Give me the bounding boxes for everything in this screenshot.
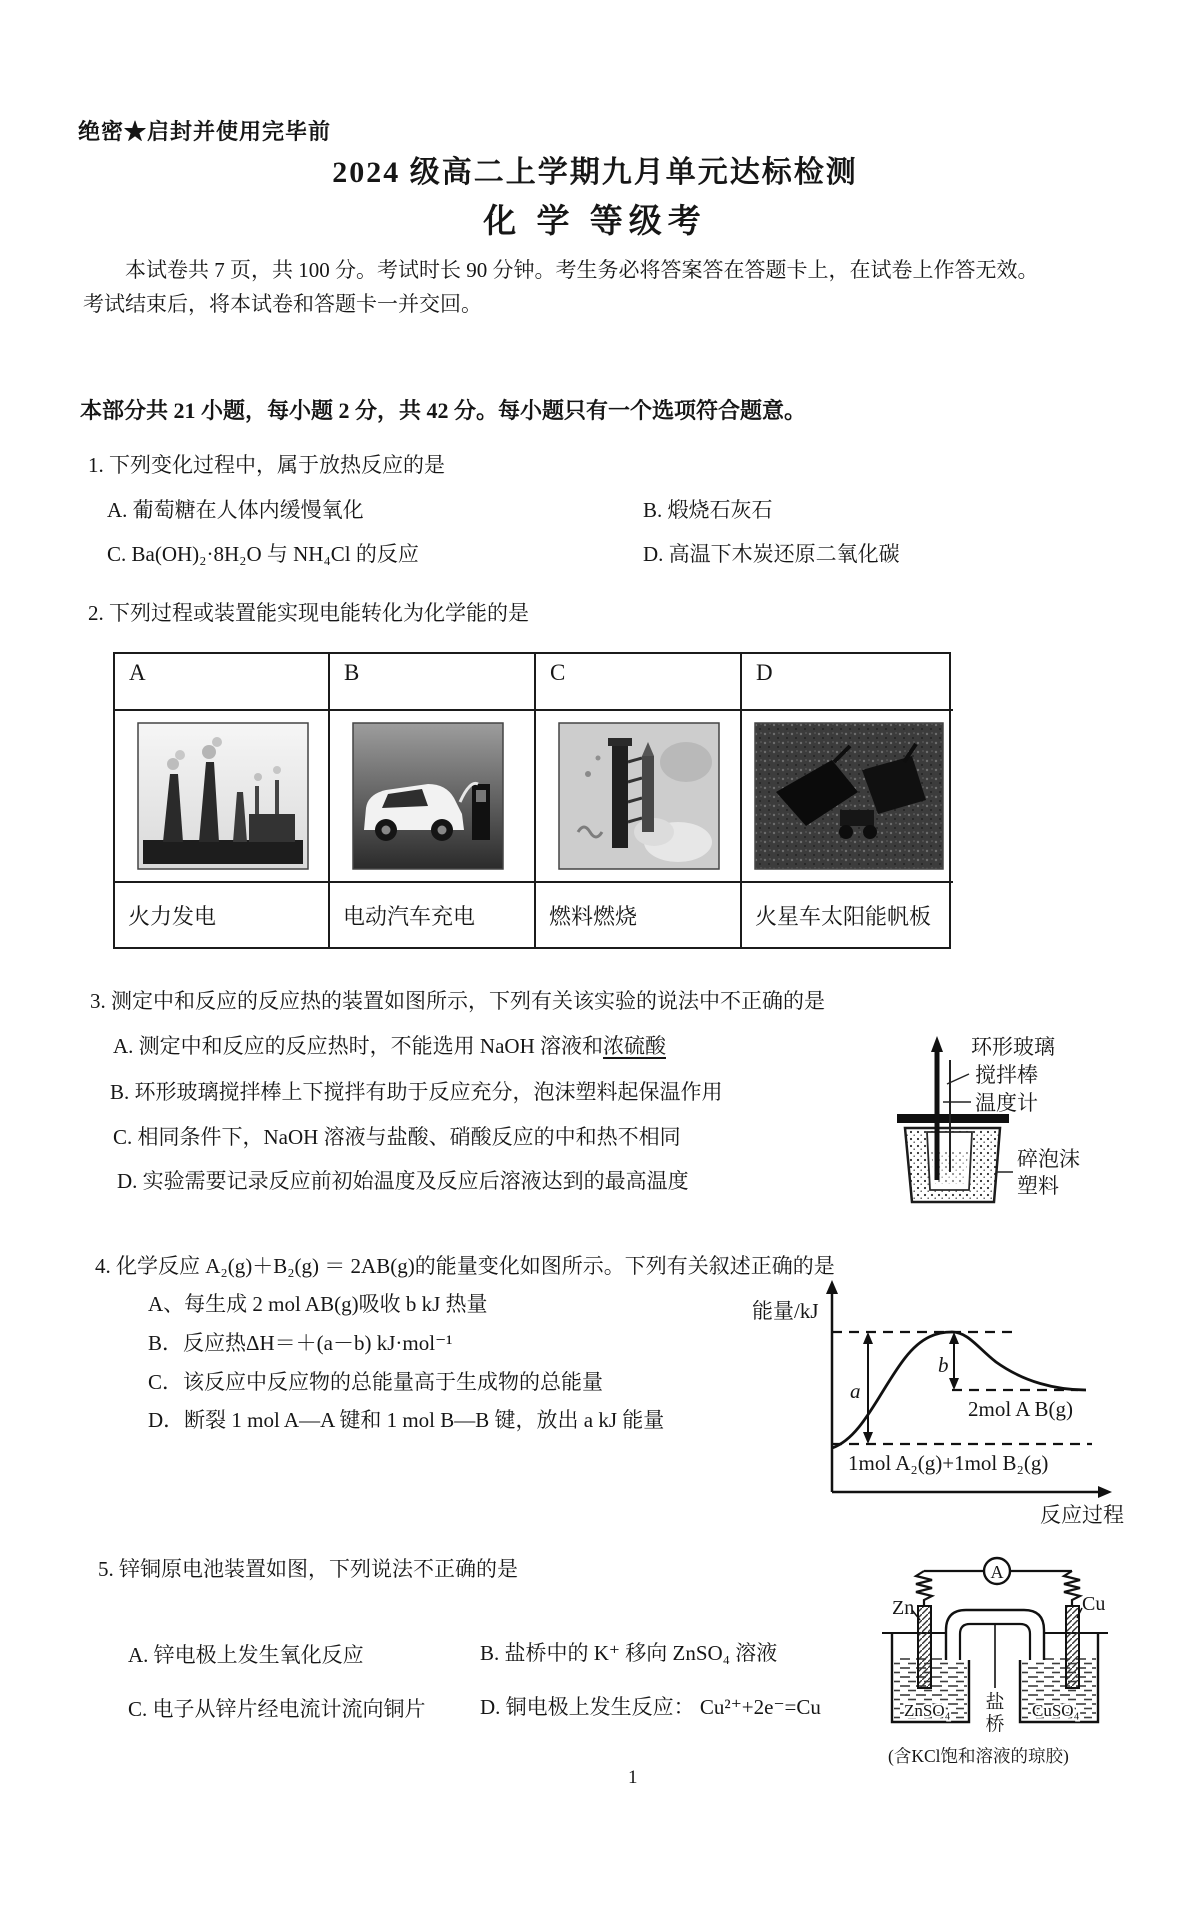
zn-electrode xyxy=(918,1606,931,1688)
salt-bridge-caption: (含KCl饱和溶液的琼胶) xyxy=(888,1746,1069,1766)
right-wire-coil xyxy=(1064,1571,1080,1606)
fuel-burning-photo xyxy=(558,722,720,870)
q2-table xyxy=(113,652,951,949)
page-number: 1 xyxy=(628,1767,638,1788)
y-axis-arrow-icon xyxy=(826,1280,838,1294)
q1-stem: 1. 下列变化过程中，属于放热反应的是 xyxy=(88,453,445,477)
x-axis-arrow-icon xyxy=(1098,1486,1112,1498)
thermometer-label: 温度计 xyxy=(975,1091,1038,1115)
q2-header-d: D xyxy=(742,654,953,711)
cu-electrode xyxy=(1066,1606,1079,1688)
mars-rover-solar-panel-photo xyxy=(754,722,944,870)
cu-label: Cu xyxy=(1082,1593,1106,1615)
stirrer-label-line1: 环形玻璃 xyxy=(971,1035,1055,1059)
left-wire-coil xyxy=(916,1571,932,1606)
q2-header-b: B xyxy=(330,654,536,711)
zn-label: Zn xyxy=(892,1597,915,1619)
foam-label-line2: 塑料 xyxy=(1017,1174,1059,1198)
reactants-label: 1mol A₂(g)+1mol B₂(g) xyxy=(848,1451,1049,1475)
q2-stem: 2. 下列过程或装置能实现电能转化为化学能的是 xyxy=(88,601,529,625)
arrow-b-label: b xyxy=(938,1353,949,1377)
classification-banner: 绝密★启封并使用完毕前 xyxy=(78,119,332,144)
exam-subject: 化 学 等级考 xyxy=(483,204,707,240)
q5-option-c: C. 电子从锌片经电流计流向铜片 xyxy=(128,1697,426,1721)
calorimeter-figure xyxy=(895,1032,1187,1252)
q3-option-a xyxy=(113,1033,666,1059)
q2-caption-b: 电动汽车充电 xyxy=(330,883,536,947)
q2-header-c: C xyxy=(536,654,742,711)
q4-option-d: D．断裂 1 mol A—A 键和 1 mol B—B 键，放出 a kJ 能量 xyxy=(148,1408,665,1432)
q2-header-a: A xyxy=(115,654,330,711)
energy-diagram xyxy=(740,1278,1152,1532)
arrow-b-bottom-head-icon xyxy=(949,1378,959,1390)
q5-option-d: D. 铜电极上发生反应： Cu²⁺+2e⁻=Cu xyxy=(480,1695,821,1719)
q2-caption-d: 火星车太阳能帆板 xyxy=(755,903,932,929)
q3-stem: 3. 测定中和反应的反应热的装置如图所示，下列有关该实验的说法中不正确的是 xyxy=(90,989,825,1013)
left-solution-label: ZnSO₄ xyxy=(904,1701,951,1720)
q3-option-c: C. 相同条件下，NaOH 溶液与盐酸、硝酸反应的中和热不相同 xyxy=(113,1125,681,1149)
q2-image-cell-d xyxy=(742,711,953,883)
q2-image-cell-c xyxy=(536,711,742,883)
q3-option-d: D. 实验需要记录反应前初始温度及反应后溶液达到的最高温度 xyxy=(117,1169,689,1193)
galvanic-cell-figure xyxy=(868,1548,1140,1786)
q4-stem: 4. 化学反应 A₂(g)＋B₂(g) ＝ 2AB(g)的能量变化如图所示。下列有关叙述正确的是 xyxy=(95,1254,835,1278)
ammeter-label: A xyxy=(990,1562,1004,1582)
q3-option-b: B. 环形玻璃搅拌棒上下搅拌有助于反应充分，泡沫塑料起保温作用 xyxy=(110,1080,723,1104)
arrow-a-label: a xyxy=(850,1379,861,1403)
q2-caption-c: 燃料燃烧 xyxy=(536,883,742,947)
stirrer-arrow-icon xyxy=(931,1036,943,1052)
q5-stem: 5. 锌铜原电池装置如图，下列说法不正确的是 xyxy=(98,1557,518,1581)
q2-image-cell-a xyxy=(115,711,330,883)
salt-bridge-label-char2: 桥 xyxy=(985,1714,1005,1735)
section-note: 本部分共 21 小题，每小题 2 分，共 42 分。每小题只有一个选项符合题意。 xyxy=(80,398,807,423)
q1-option-a: A. 葡萄糖在人体内缓慢氧化 xyxy=(107,498,364,522)
q3-option-a-text: A. 测定中和反应的反应热时，不能选用 NaOH 溶液和 xyxy=(113,1034,603,1058)
exam-title: 2024 级高二上学期九月单元达标检测 xyxy=(332,156,858,189)
y-axis-label: 能量/kJ xyxy=(752,1299,819,1323)
products-label: 2mol A B(g) xyxy=(968,1397,1074,1421)
q1-option-b: B. 煅烧石灰石 xyxy=(643,498,773,522)
stirrer-label-line2: 搅拌棒 xyxy=(975,1063,1038,1087)
q4-option-a: A、每生成 2 mol AB(g)吸收 b kJ 热量 xyxy=(148,1292,488,1316)
foam-label-line1: 碎泡沫 xyxy=(1017,1147,1080,1171)
salt-bridge-label-char1: 盐 xyxy=(985,1692,1005,1713)
q3-option-a-underlined-term: 浓硫酸 xyxy=(602,1034,666,1058)
q4-option-c: C．该反应中反应物的总能量高于生成物的总能量 xyxy=(148,1370,604,1394)
q5-option-b: B. 盐桥中的 K⁺ 移向 ZnSO₄ 溶液 xyxy=(480,1641,778,1665)
q2-caption-a: 火力发电 xyxy=(115,883,330,947)
q2-image-cell-b xyxy=(330,711,536,883)
q1-option-d: D. 高温下木炭还原二氧化碳 xyxy=(643,542,900,566)
q1-option-c: C. Ba(OH)₂·8H₂O 与 NH₄Cl 的反应 xyxy=(107,542,419,566)
intro-line-1: 本试卷共 7 页，共 100 分。考试时长 90 分钟。考生务必将答案答在答题卡上，在试卷上作答无效。 xyxy=(125,258,1039,282)
ev-charging-photo xyxy=(352,722,504,870)
q4-option-b: B．反应热ΔH＝＋(a－b) kJ·mol⁻¹ xyxy=(148,1331,453,1355)
x-axis-label: 反应过程 xyxy=(1040,1503,1124,1527)
arrow-a-top-head-icon xyxy=(863,1332,873,1344)
thermal-power-plant-photo xyxy=(137,722,309,870)
q5-option-a: A. 锌电极上发生氧化反应 xyxy=(128,1643,364,1667)
calorimeter-lid xyxy=(897,1114,1009,1123)
arrow-a-bottom-head-icon xyxy=(863,1432,873,1444)
right-solution-label: CuSO₄ xyxy=(1032,1701,1080,1720)
intro-line-2: 考试结束后，将本试卷和答题卡一并交回。 xyxy=(83,292,482,316)
